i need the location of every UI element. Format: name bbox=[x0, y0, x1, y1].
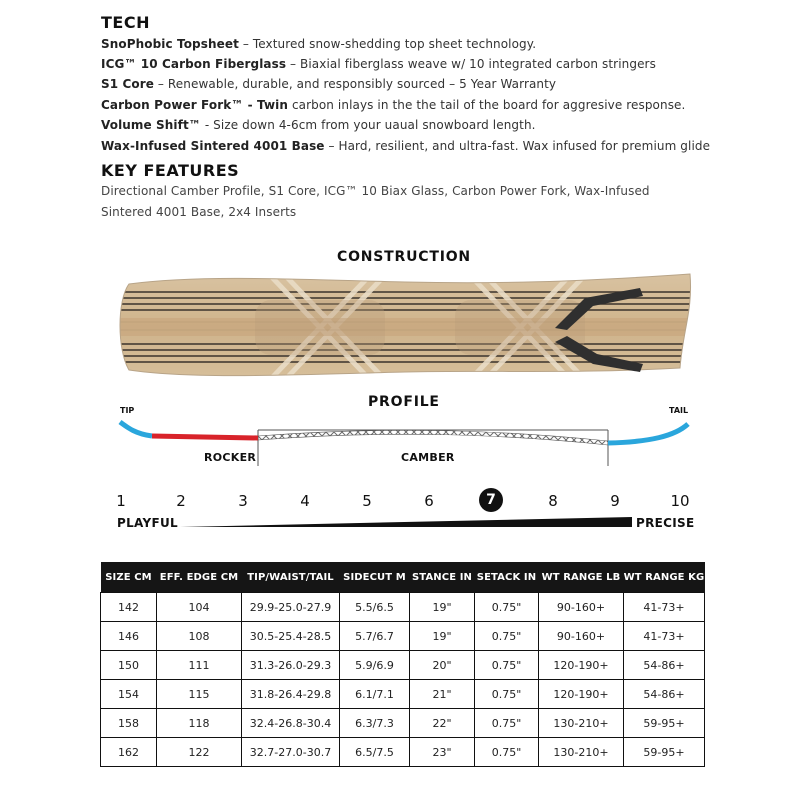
table-cell: 19" bbox=[410, 622, 475, 651]
table-cell: 29.9-25.0-27.9 bbox=[242, 593, 340, 622]
table-cell: 41-73+ bbox=[624, 593, 705, 622]
tech-item bbox=[101, 37, 536, 51]
table-cell: 120-190+ bbox=[539, 651, 624, 680]
tail-label: TAIL bbox=[669, 406, 689, 415]
flex-number: 3 bbox=[238, 492, 248, 510]
flex-number: 10 bbox=[670, 492, 690, 510]
table-cell: 115 bbox=[157, 680, 242, 709]
tech-desc: – Hard, resilient, and ultra-fast. Wax infused for premium glide bbox=[324, 139, 711, 153]
table-cell: 54-86+ bbox=[624, 680, 705, 709]
table-row bbox=[101, 680, 705, 709]
board-layers bbox=[115, 270, 700, 385]
tech-item bbox=[101, 57, 656, 71]
table-cell: 122 bbox=[157, 738, 242, 767]
table-cell: 5.5/6.5 bbox=[340, 593, 410, 622]
tip-label: TIP bbox=[120, 406, 135, 415]
table-cell: 19" bbox=[410, 593, 475, 622]
table-row bbox=[101, 622, 705, 651]
tech-item bbox=[101, 118, 536, 132]
rocker-label: ROCKER bbox=[204, 451, 257, 464]
table-cell: 5.9/6.9 bbox=[340, 651, 410, 680]
table-row bbox=[101, 651, 705, 680]
column-header: SIDECUT M bbox=[340, 562, 410, 593]
tech-term: Volume Shift™ bbox=[101, 118, 201, 132]
rocker-segment bbox=[152, 436, 258, 438]
table-cell: 130-210+ bbox=[539, 738, 624, 767]
construction-title: CONSTRUCTION bbox=[337, 249, 471, 265]
table-cell: 0.75" bbox=[475, 651, 539, 680]
table-cell: 5.7/6.7 bbox=[340, 622, 410, 651]
tech-item bbox=[101, 98, 685, 112]
key-features-line: Directional Camber Profile, S1 Core, ICG™ 10 Biax Glass, Carbon Power Fork, Wax-Infused bbox=[101, 184, 650, 198]
table-cell: 6.3/7.3 bbox=[340, 709, 410, 738]
table-cell: 0.75" bbox=[475, 738, 539, 767]
table-cell: 6.1/7.1 bbox=[340, 680, 410, 709]
key-features-text bbox=[101, 181, 701, 223]
table-cell: 32.7-27.0-30.7 bbox=[242, 738, 340, 767]
table-cell: 23" bbox=[410, 738, 475, 767]
table-cell: 22" bbox=[410, 709, 475, 738]
table-cell: 31.8-26.4-29.8 bbox=[242, 680, 340, 709]
tech-term: SnoPhobic Topsheet bbox=[101, 37, 239, 51]
tech-item bbox=[101, 77, 556, 91]
flex-number: 2 bbox=[176, 492, 186, 510]
table-cell: 146 bbox=[101, 622, 157, 651]
flex-number: 6 bbox=[424, 492, 434, 510]
specs-table bbox=[100, 562, 705, 767]
column-header: STANCE IN bbox=[410, 562, 475, 593]
table-cell: 31.3-26.0-29.3 bbox=[242, 651, 340, 680]
table-cell: 142 bbox=[101, 593, 157, 622]
tech-desc: – Biaxial fiberglass weave w/ 10 integrated carbon stringers bbox=[286, 57, 656, 71]
table-cell: 0.75" bbox=[475, 680, 539, 709]
column-header: TIP/WAIST/TAIL bbox=[242, 562, 340, 593]
flex-number: 9 bbox=[610, 492, 620, 510]
table-cell: 6.5/7.5 bbox=[340, 738, 410, 767]
table-cell: 90-160+ bbox=[539, 622, 624, 651]
table-cell: 104 bbox=[157, 593, 242, 622]
tech-item bbox=[101, 139, 710, 153]
column-header: EFF. EDGE CM bbox=[157, 562, 242, 593]
table-row bbox=[101, 593, 705, 622]
tail-segment bbox=[608, 424, 688, 443]
table-cell: 0.75" bbox=[475, 622, 539, 651]
tech-desc: – Textured snow-shedding top sheet technology. bbox=[238, 37, 537, 51]
tip-rocker-segment bbox=[120, 422, 152, 436]
table-row bbox=[101, 709, 705, 738]
tech-desc: - Size down 4-6cm from your uaual snowboard length. bbox=[200, 118, 536, 132]
table-cell: 90-160+ bbox=[539, 593, 624, 622]
key-features-heading: KEY FEATURES bbox=[101, 161, 240, 180]
table-cell: 130-210+ bbox=[539, 709, 624, 738]
camber-label: CAMBER bbox=[401, 451, 455, 464]
flex-wedge bbox=[180, 516, 632, 528]
key-features-line: Sintered 4001 Base, 2x4 Inserts bbox=[101, 205, 297, 219]
tech-term: Wax-Infused Sintered 4001 Base bbox=[101, 139, 325, 153]
table-cell: 108 bbox=[157, 622, 242, 651]
tech-term: S1 Core bbox=[101, 77, 154, 91]
column-header: SETACK IN bbox=[475, 562, 539, 593]
table-cell: 120-190+ bbox=[539, 680, 624, 709]
table-cell: 150 bbox=[101, 651, 157, 680]
table-cell: 0.75" bbox=[475, 709, 539, 738]
table-cell: 41-73+ bbox=[624, 622, 705, 651]
tech-term: Carbon Power Fork™ - Twin bbox=[101, 98, 289, 112]
table-cell: 59-95+ bbox=[624, 738, 705, 767]
tech-desc: carbon inlays in the the tail of the board for aggresive response. bbox=[288, 98, 686, 112]
table-row bbox=[101, 738, 705, 767]
table-cell: 118 bbox=[157, 709, 242, 738]
table-cell: 54-86+ bbox=[624, 651, 705, 680]
profile-title: PROFILE bbox=[368, 394, 440, 410]
table-cell: 111 bbox=[157, 651, 242, 680]
flex-number: 8 bbox=[548, 492, 558, 510]
flex-number: 4 bbox=[300, 492, 310, 510]
table-cell: 32.4-26.8-30.4 bbox=[242, 709, 340, 738]
table-cell: 154 bbox=[101, 680, 157, 709]
table-header-row bbox=[101, 562, 705, 593]
column-header: WT RANGE LB bbox=[539, 562, 624, 593]
flex-number: 5 bbox=[362, 492, 372, 510]
table-cell: 162 bbox=[101, 738, 157, 767]
table-cell: 158 bbox=[101, 709, 157, 738]
column-header: WT RANGE KG bbox=[624, 562, 705, 593]
table-cell: 59-95+ bbox=[624, 709, 705, 738]
tech-term: ICG™ 10 Carbon Fiberglass bbox=[101, 57, 287, 71]
tech-desc: – Renewable, durable, and responsibly sourced – 5 Year Warranty bbox=[153, 77, 557, 91]
precise-label: PRECISE bbox=[636, 516, 695, 530]
table-cell: 30.5-25.4-28.5 bbox=[242, 622, 340, 651]
board-construction-illustration bbox=[115, 270, 700, 385]
table-cell: 21" bbox=[410, 680, 475, 709]
table-cell: 0.75" bbox=[475, 593, 539, 622]
playful-label: PLAYFUL bbox=[117, 516, 178, 530]
flex-number: 1 bbox=[116, 492, 126, 510]
table-cell: 20" bbox=[410, 651, 475, 680]
flex-number-selected: 7 bbox=[479, 488, 503, 512]
tech-heading: TECH bbox=[101, 13, 150, 32]
column-header: SIZE CM bbox=[101, 562, 157, 593]
